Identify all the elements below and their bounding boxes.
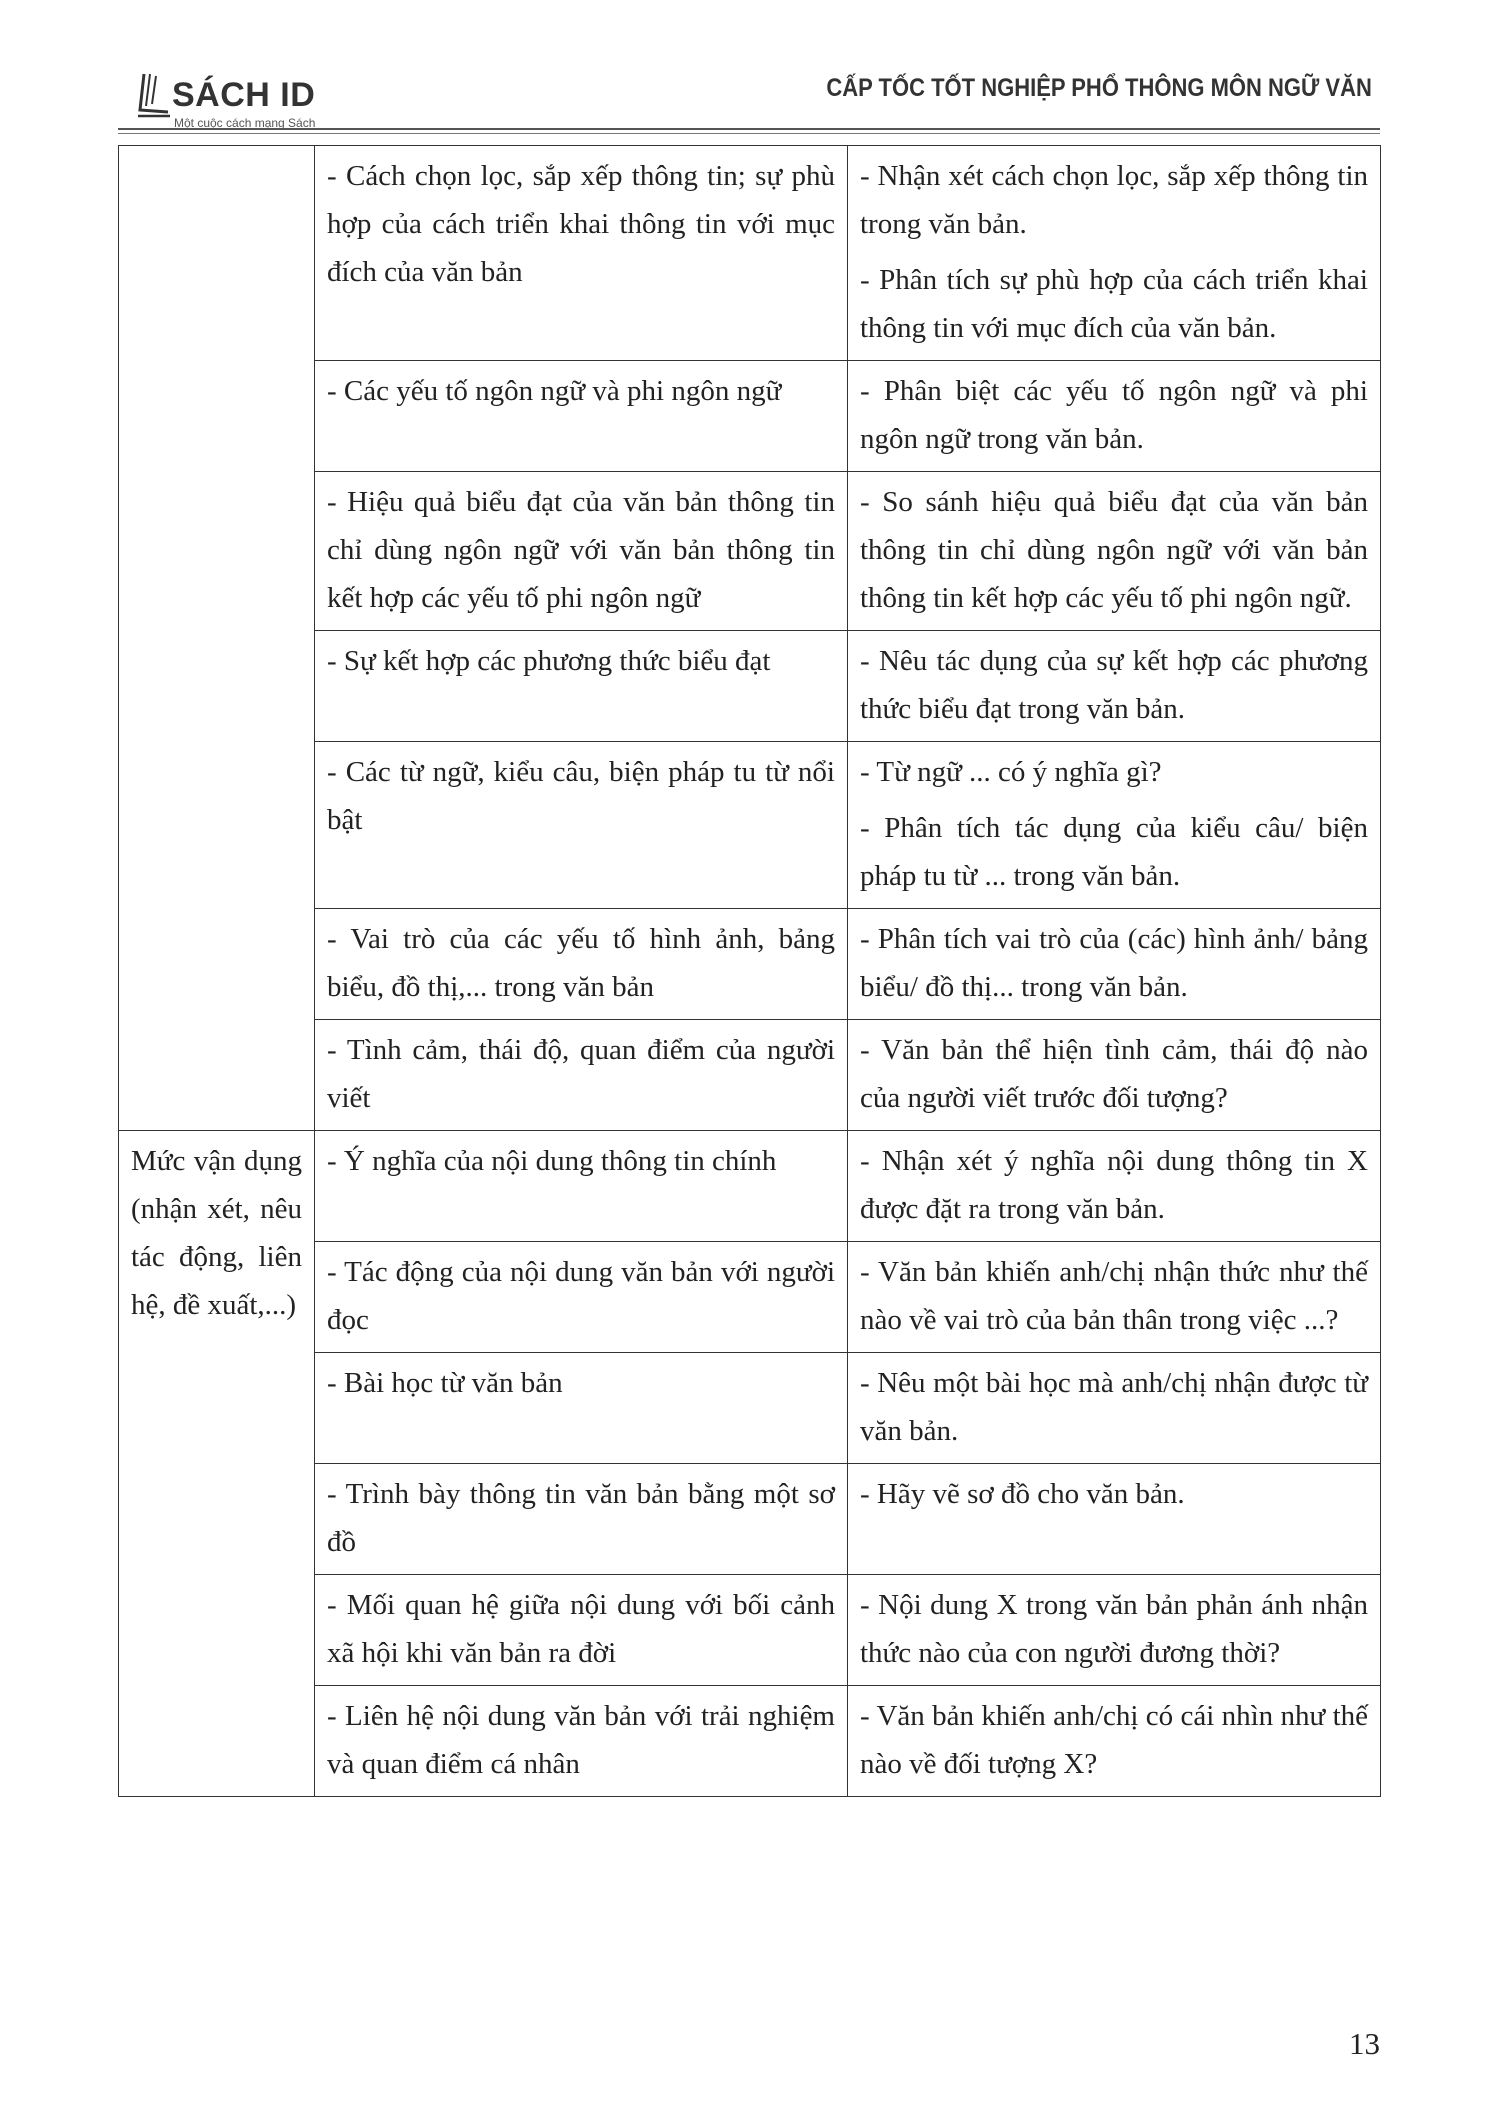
question-text: - Nêu tác dụng của sự kết hợp các phương thức biểu đạt trong văn bản. <box>860 645 1368 725</box>
content-cell: - Sự kết hợp các phương thức biểu đạt <box>315 631 848 742</box>
question-cell <box>848 1686 1381 1797</box>
content-cell: - Cách chọn lọc, sắp xếp thông tin; sự phù hợp của cách triển khai thông tin với mục đích của văn bản <box>315 146 848 361</box>
header-rule <box>118 128 1380 130</box>
question-cell <box>848 1131 1381 1242</box>
question-cell <box>848 361 1381 472</box>
question-text: - Nhận xét cách chọn lọc, sắp xếp thông tin trong văn bản. <box>860 160 1368 240</box>
question-matrix-table <box>118 145 1381 1797</box>
content-cell: - Mối quan hệ giữa nội dung với bối cảnh xã hội khi văn bản ra đời <box>315 1575 848 1686</box>
question-text: - Phân tích vai trò của (các) hình ảnh/ bảng biểu/ đồ thị... trong văn bản. <box>860 923 1368 1003</box>
page-number: 13 <box>1349 2026 1380 2061</box>
content-cell: - Bài học từ văn bản <box>315 1353 848 1464</box>
book-title: CẤP TỐC TỐT NGHIỆP PHỔ THÔNG MÔN NGỮ VĂN <box>826 74 1372 102</box>
content-cell: - Các yếu tố ngôn ngữ và phi ngôn ngữ <box>315 361 848 472</box>
question-cell <box>848 472 1381 631</box>
table-row <box>119 146 1381 361</box>
level-cell-continued <box>119 146 315 1131</box>
question-text: - Phân tích sự phù hợp của cách triển khai thông tin với mục đích của văn bản. <box>860 264 1368 344</box>
logo-tagline: Một cuộc cách mạng Sách <box>174 116 316 130</box>
question-text: - Văn bản thể hiện tình cảm, thái độ nào của người viết trước đối tượng? <box>860 1034 1368 1114</box>
content-cell: - Hiệu quả biểu đạt của văn bản thông tin chỉ dùng ngôn ngữ với văn bản thông tin kết hợp các yếu tố phi ngôn ngữ <box>315 472 848 631</box>
level-cell-application: Mức vận dụng (nhận xét, nêu tác động, liên hệ, đề xuất,...) <box>119 1131 315 1797</box>
question-text: - Từ ngữ ... có ý nghĩa gì? <box>860 756 1162 788</box>
question-cell <box>848 1464 1381 1575</box>
question-text: - Nhận xét ý nghĩa nội dung thông tin X được đặt ra trong văn bản. <box>860 1145 1368 1225</box>
question-cell <box>848 1575 1381 1686</box>
question-cell <box>848 1353 1381 1464</box>
book-icon <box>134 70 174 122</box>
question-text: - Phân tích tác dụng của kiểu câu/ biện pháp tu từ ... trong văn bản. <box>860 812 1368 892</box>
header-rule-thin <box>118 133 1380 134</box>
question-cell <box>848 1020 1381 1131</box>
question-cell <box>848 146 1381 361</box>
content-cell: - Trình bày thông tin văn bản bằng một sơ đồ <box>315 1464 848 1575</box>
content-cell: - Tình cảm, thái độ, quan điểm của người viết <box>315 1020 848 1131</box>
sach-id-logo <box>134 70 324 130</box>
content-cell: - Tác động của nội dung văn bản với người đọc <box>315 1242 848 1353</box>
question-cell <box>848 1242 1381 1353</box>
question-text: - Nêu một bài học mà anh/chị nhận được từ văn bản. <box>860 1367 1368 1447</box>
content-cell: - Vai trò của các yếu tố hình ảnh, bảng biểu, đồ thị,... trong văn bản <box>315 909 848 1020</box>
question-cell <box>848 909 1381 1020</box>
page-header <box>118 60 1380 130</box>
content-cell: - Ý nghĩa của nội dung thông tin chính <box>315 1131 848 1242</box>
table-row <box>119 1131 1381 1242</box>
content-cell: - Các từ ngữ, kiểu câu, biện pháp tu từ nổi bật <box>315 742 848 909</box>
question-text: - Văn bản khiến anh/chị có cái nhìn như thế nào về đối tượng X? <box>860 1700 1368 1780</box>
question-cell <box>848 742 1381 909</box>
question-text: - Hãy vẽ sơ đồ cho văn bản. <box>860 1478 1185 1510</box>
question-text: - Nội dung X trong văn bản phản ánh nhận thức nào của con người đương thời? <box>860 1589 1368 1669</box>
question-text: - Phân biệt các yếu tố ngôn ngữ và phi ngôn ngữ trong văn bản. <box>860 375 1368 455</box>
question-text: - So sánh hiệu quả biểu đạt của văn bản thông tin chỉ dùng ngôn ngữ với văn bản thông tin kết hợp các yếu tố phi ngôn ngữ. <box>860 486 1368 614</box>
logo-text: SÁCH ID <box>172 76 316 114</box>
content-cell: - Liên hệ nội dung văn bản với trải nghiệm và quan điểm cá nhân <box>315 1686 848 1797</box>
question-text: - Văn bản khiến anh/chị nhận thức như thế nào về vai trò của bản thân trong việc ...? <box>860 1256 1368 1336</box>
question-cell <box>848 631 1381 742</box>
